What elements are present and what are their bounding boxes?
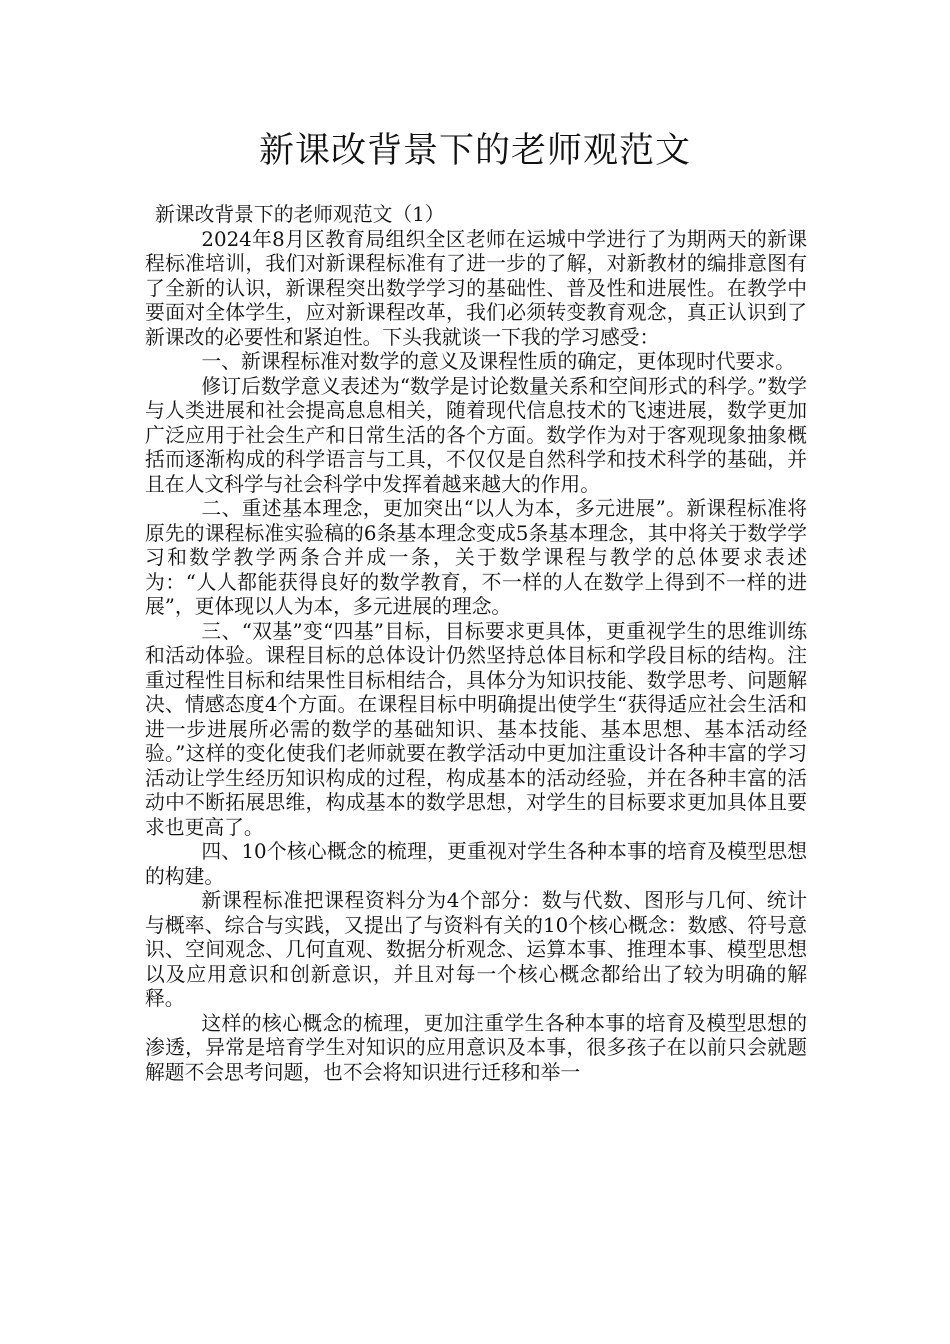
paragraph-4: 这样的核心概念的梳理，更加注重学生各种本事的培育及模型思想的渗透，异常是培育学生对知识的应用意识及本事，很多孩子在以前只会就题解题不会思考问题，也不会将知识进行迁移和举一 — [145, 1011, 807, 1084]
document-title: 新课改背景下的老师观范文 — [258, 131, 691, 171]
document-body — [145, 203, 807, 1085]
document-subtitle: 新课改背景下的老师观范文（1） — [155, 203, 445, 226]
section-heading-3: 三、“双基”变“四基”目标，目标要求更具体，更重视学生的思维训练和活动体验。课程目标的总体设计仍然坚持总体目标和学段目标的结构。注重过程性目标和结果性目标相结合，具体分为知识技能、数学思考、问题解决、情感态度4个方面。在课程目标中明确提出使学生“获得适应社会生活和进一步进展所必需的数学的基础知识、基本技能、基本思想、基本活动经验。”这样的变化使我们老师就要在教学活动中更加注重设计各种丰富的学习活动让学生经历知识构成的过程，构成基本的活动经验，并在各种丰富的活动中不断拓展思维，构成基本的数学思想，对学生的目标要求更加具体且要求也更高了。 — [145, 619, 807, 839]
paragraph-2: 修订后数学意义表述为“数学是讨论数量关系和空间形式的科学。”数学与人类进展和社会提高息息相关，随着现代信息技术的飞速进展，数学更加广泛应用于社会生产和日常生活的各个方面。数学作为对于客观现象抽象概括而逐渐构成的科学语言与工具，不仅仅是自然科学和技术科学的基础，并且在人文科学与社会科学中发挥着越来越大的作用。 — [145, 374, 807, 496]
section-heading-2: 二、重述基本理念，更加突出“以人为本，多元进展”。新课程标准将原先的课程标准实验稿的6条基本理念变成5条基本理念，其中将关于数学学习和数学教学两条合并成一条，关于数学课程与教学的总体要求表述为：“人人都能获得良好的数学教育，不一样的人在数学上得到不一样的进展”，更体现以人为本，多元进展的理念。 — [145, 497, 807, 618]
section-heading-1: 一、新课程标准对数学的意义及课程性质的确定，更体现时代要求。 — [201, 350, 795, 373]
paragraph-3: 新课程标准把课程资料分为4个部分：数与代数、图形与几何、统计与概率、综合与实践，又提出了与资料有关的10个核心概念：数感、符号意识、空间观念、几何直观、数据分析观念、运算本事、推理本事、模型思想以及应用意识和创新意识，并且对每一个核心概念都给出了较为明确的解释。 — [145, 889, 807, 1010]
section-heading-4: 四、10个核心概念的梳理，更重视对学生各种本事的培育及模型思想的构建。 — [145, 840, 807, 888]
paragraph-1: 2024年8月区教育局组织全区老师在运城中学进行了为期两天的新课程标准培训，我们对新课程标准有了进一步的了解，对新教材的编排意图有了全新的认识，新课程突出数学学习的基础性、普及性和进展性。在教学中要面对全体学生，应对新课程改革，我们必须转变教育观念，真正认识到了新课改的必要性和紧迫性。下头我就谈一下我的学习感受： — [145, 227, 807, 349]
